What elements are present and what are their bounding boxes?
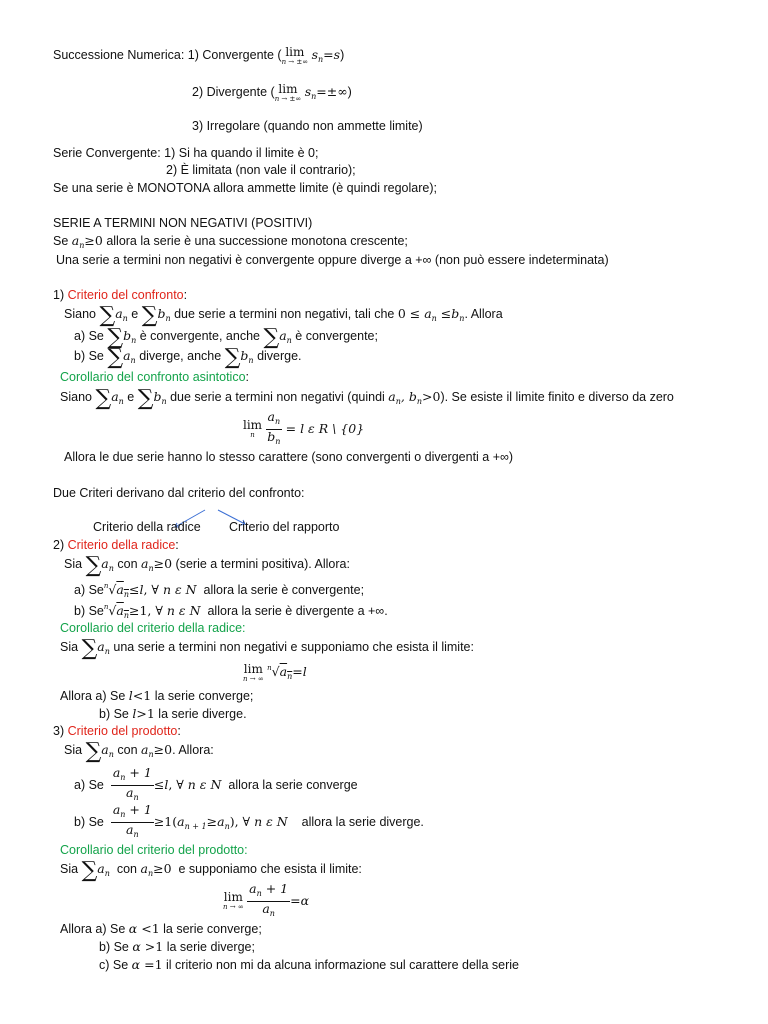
corollario-radice-r1: Allora a) Se l<1 la serie converge; — [60, 688, 254, 703]
radice-b: b) $Se^n√a_n\ge 1$, ∀ n ε N allora la serie è divergente a +∞. — [74, 603, 388, 620]
corollario-prodotto-r1: Allora a) Se α <1 la serie converge; — [60, 921, 262, 936]
prodotto-a: a) Se $\frac{a_n + 1}{a_n}$ ≤l, ∀ n ε N allora la serie converge — [74, 765, 358, 802]
pos-line-2: Una serie a termini non negativi è convergente oppure diverge a +∞ (non può essere indeterminata) — [56, 253, 609, 267]
serie-convergente-2: 2) È limitata (non vale il contrario); — [166, 163, 356, 177]
corollario-confronto-heading: Corollario del confronto asintotico: — [60, 370, 250, 384]
prodotto-b: b) Se $\frac{a_n + 1}{a_n}$ $\ge 1(a_{n + 1}\ge a_n)$, ∀ n ε N allora la serie diverge. — [74, 802, 424, 839]
successione-line-1: Successione Numerica: 1) Convergente ( lim n → ±∞ $s_n=s$) — [53, 45, 345, 66]
corollario-confronto-limit: lim n $\frac{a_n}{b_n}$ = l ε R \ {0} — [243, 409, 365, 446]
criterio-confronto-heading: 1) Criterio del confronto: — [53, 288, 188, 302]
confronto-statement: Siano $\sum a_n$ e $\sum b_n$ due serie a termini non negativi, tali che $0 \le a_n \le b_n$. Allora — [64, 303, 503, 328]
serie-monotona: Se una serie è MONOTONA allora ammette limite (è quindi regolare); — [53, 181, 437, 195]
corollario-confronto-statement: Siano $\sum a_n$ e $\sum b_n$ due serie a termini non negativi (quindi $a_n$, $b_n>0$). Se esiste il limite finito e diverso da zero — [60, 386, 674, 411]
due-criteri: Due Criteri derivano dal criterio del confronto: — [53, 486, 305, 500]
corollario-prodotto-statement: Sia $\sum a_n$ con $a_n\ge 0$ e supponiamo che esista il limite: — [60, 858, 362, 883]
serie-convergente-1: Serie Convergente: 1) Si ha quando il limite è 0; — [53, 146, 319, 160]
corollario-prodotto-r3: c) Se α =1 il criterio non mi da alcuna informazione sul carattere della serie — [99, 957, 519, 972]
branch-criterio-rapporto: Criterio del rapporto — [229, 520, 340, 534]
corollario-prodotto-limit: lim n → ∞ $\frac{a_n + 1}{a_n}$ =α — [223, 881, 310, 918]
corollario-prodotto-r2: b) Se α >1 la serie diverge; — [99, 939, 255, 954]
confronto-a: a) Se $\sum b_n$ è convergente, anche $\sum a_n$ è convergente; — [74, 325, 378, 350]
corollario-radice-limit: lim n → ∞ $^n√a_n=l$ — [243, 662, 307, 683]
successione-line-3: 3) Irregolare (quando non ammette limite) — [192, 119, 423, 133]
corollario-radice-statement: Sia $\sum a_n$ una serie a termini non negativi e supponiamo che esista il limite: — [60, 636, 474, 661]
successione-line-2: 2) Divergente ( lim n → ±∞ $s_n=\pm\infty$) — [192, 82, 352, 103]
radice-a: a) $Se^n√a_n\le l$, ∀ n ε N allora la serie è convergente; — [74, 582, 365, 599]
radice-statement: Sia $\sum a_n$ con $a_n\ge 0$ (serie a termini positiva). Allora: — [64, 553, 350, 578]
criterio-prodotto-heading: 3) Criterio del prodotto: — [53, 724, 181, 738]
pos-line-1: Se $a_n\ge 0$ allora la serie è una successione monotona crescente; — [53, 233, 408, 250]
corollario-radice-r2: b) Se l>1 la serie diverge. — [99, 706, 247, 721]
heading-serie-positivi: SERIE A TERMINI NON NEGATIVI (POSITIVI) — [53, 216, 313, 230]
corollario-prodotto-heading: Corollario del criterio del prodotto: — [60, 843, 248, 857]
criterio-radice-heading: 2) Criterio della radice: — [53, 538, 179, 552]
branch-criterio-radice: Criterio della radice — [93, 520, 201, 534]
corollario-confronto-conclusion: Allora le due serie hanno lo stesso carattere (sono convergenti o divergenti a +∞) — [64, 450, 514, 464]
corollario-radice-heading: Corollario del criterio della radice: — [60, 621, 246, 635]
confronto-b: b) Se $\sum a_n$ diverge, anche $\sum b_n$ diverge. — [74, 345, 302, 370]
prodotto-statement: Sia $\sum a_n$ con $a_n\ge 0$. Allora: — [64, 739, 214, 764]
